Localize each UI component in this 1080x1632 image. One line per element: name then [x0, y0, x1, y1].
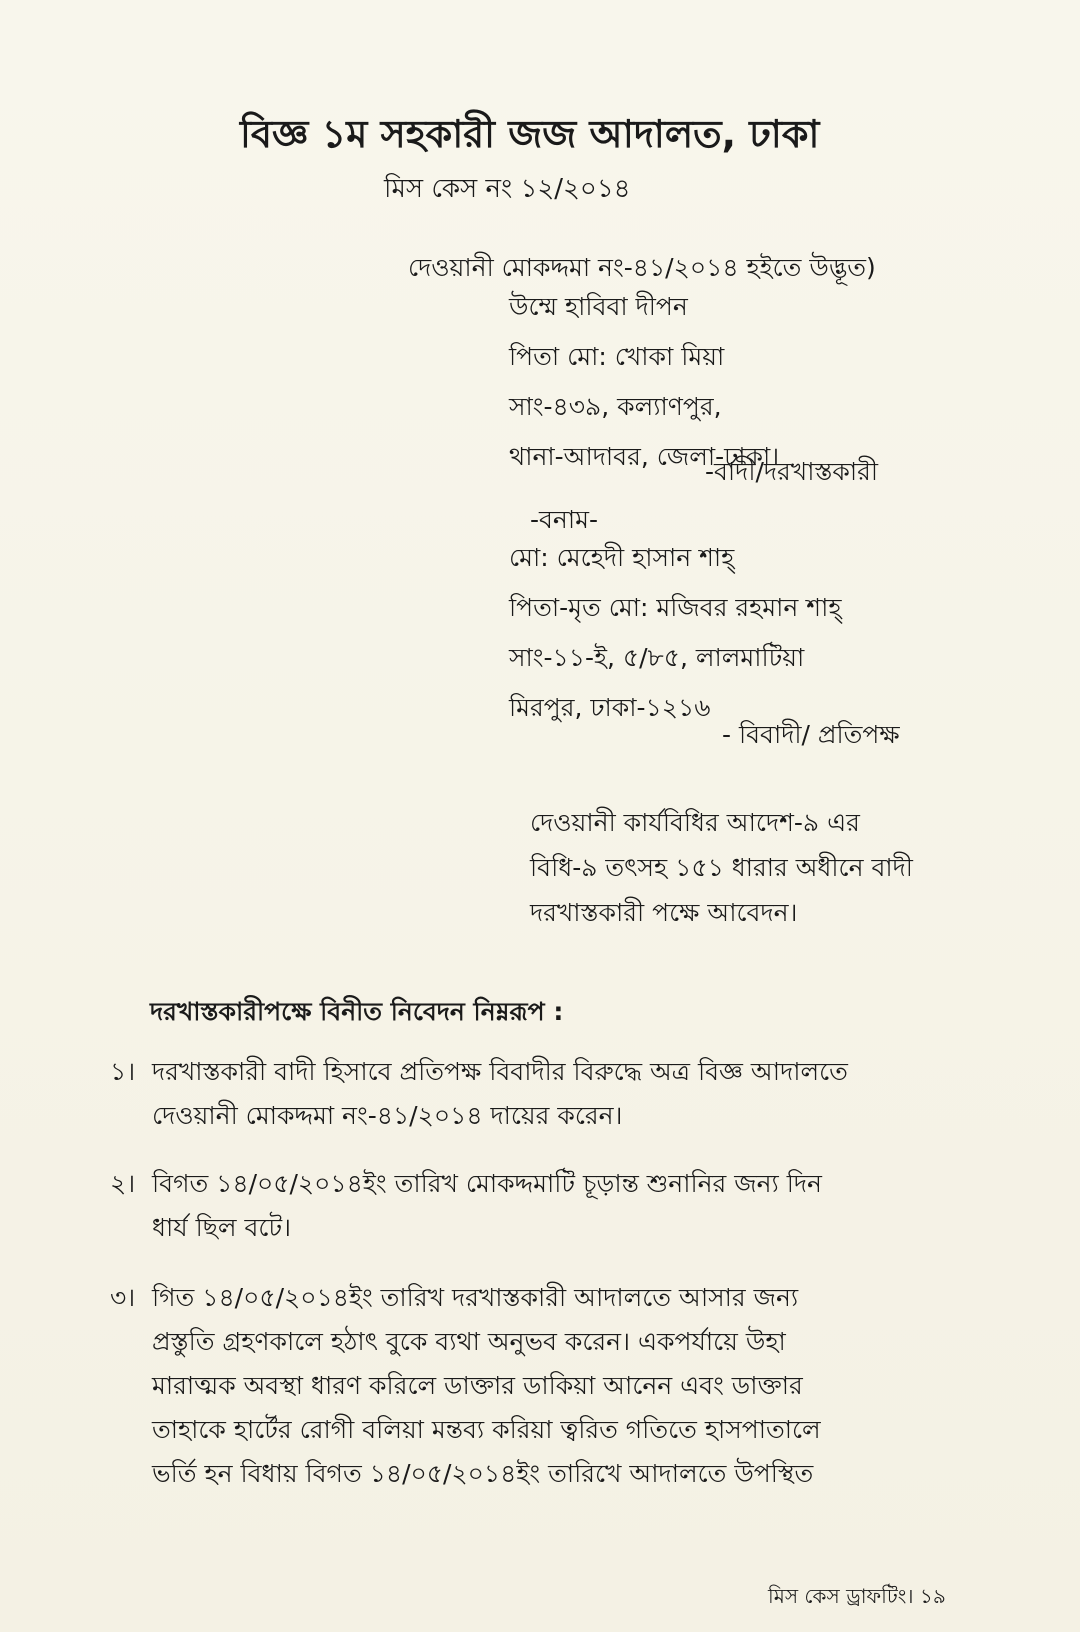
paragraph-3: [110, 1276, 982, 1496]
paragraph-line: মারাত্মক অবস্থা ধারণ করিলে ডাক্তার ডাকিয়া আনেন এবং ডাক্তার: [152, 1371, 803, 1400]
plaintiff-address: সাং-৪৩৯, কল্যাণপুর,: [509, 392, 722, 421]
paragraph-1: [110, 1050, 982, 1138]
plaintiff-name: উম্মে হাবিবা দীপন: [509, 292, 688, 321]
defendant-block: [509, 533, 841, 733]
paragraph-line: তাহাকে হার্টের রোগী বলিয়া মন্তব্য করিয়া ত্বরিত গতিতে হাসপাতালে: [152, 1415, 821, 1444]
defendant-role: - বিবাদী/ প্রতিপক্ষ: [722, 720, 900, 749]
versus-label: -বনাম-: [530, 505, 599, 534]
paragraph-line: দরখাস্তকারী বাদী হিসাবে প্রতিপক্ষ বিবাদীর বিরুদ্ধে অত্র বিজ্ঞ আদালতে: [152, 1057, 848, 1086]
paragraph-line: দেওয়ানী মোকদ্দমা নং-৪১/২০১৪ দায়ের করেন।: [152, 1101, 623, 1130]
paragraph-line: প্রস্তুতি গ্রহণকালে হঠাৎ বুকে ব্যথা অনুভব করেন। একপর্যায়ে উহা: [152, 1327, 786, 1356]
paragraph-number: ৩।: [110, 1283, 136, 1312]
defendant-name: মো: মেহেদী হাসান শাহ্: [509, 543, 735, 572]
paragraph-line: গিত ১৪/০৫/২০১৪ইং তারিখ দরখাস্তকারী আদালতে আসার জন্য: [152, 1283, 799, 1312]
page-footer: মিস কেস ড্রাফটিং। ১৯: [768, 1584, 946, 1608]
paragraph-2: [110, 1162, 982, 1250]
court-title: বিজ্ঞ ১ম সহকারী জজ আদালত, ঢাকা: [240, 112, 820, 156]
application-line: দেওয়ানী কার্যবিধির আদেশ-৯ এর: [530, 808, 860, 837]
defendant-district: মিরপুর, ঢাকা-১২১৬: [509, 693, 711, 722]
paragraph-line: বিগত ১৪/০৫/২০১৪ইং তারিখ মোকদ্দমাটি চূড়ান্ত শুনানির জন্য দিন: [152, 1169, 822, 1198]
application-line: দরখাস্তকারী পক্ষে আবেদন।: [530, 898, 798, 927]
defendant-address: সাং-১১-ই, ৫/৮৫, লালমাটিয়া: [509, 643, 805, 672]
defendant-father: পিতা-মৃত মো: মজিবর রহমান শাহ্: [509, 593, 842, 622]
plaintiff-father: পিতা মো: খোকা মিয়া: [509, 342, 725, 371]
paragraph-line: ধার্য ছিল বটে।: [152, 1213, 292, 1242]
paragraph-number: ১।: [110, 1057, 136, 1086]
application-line: বিধি-৯ তৎসহ ১৫১ ধারার অধীনে বাদী: [530, 853, 913, 882]
submission-heading: দরখাস্তকারীপক্ষে বিনীত নিবেদন নিম্নরূপ :: [150, 997, 564, 1026]
paragraph-line: ভর্তি হন বিধায় বিগত ১৪/০৫/২০১৪ইং তারিখে আদালতে উপস্থিত: [152, 1459, 814, 1488]
case-number: মিস কেস নং ১২/২০১৪: [384, 174, 631, 204]
plaintiff-role: -বাদী/দরখাস্তকারী: [705, 457, 879, 486]
plaintiff-district: থানা-আদাবর, জেলা-ঢাকা।: [509, 442, 780, 471]
derived-from-line: দেওয়ানী মোকদ্দমা নং-৪১/২০১৪ হইতে উদ্ভূত): [408, 253, 876, 282]
application-subject: [530, 800, 982, 935]
paragraph-number: ২।: [110, 1169, 136, 1198]
